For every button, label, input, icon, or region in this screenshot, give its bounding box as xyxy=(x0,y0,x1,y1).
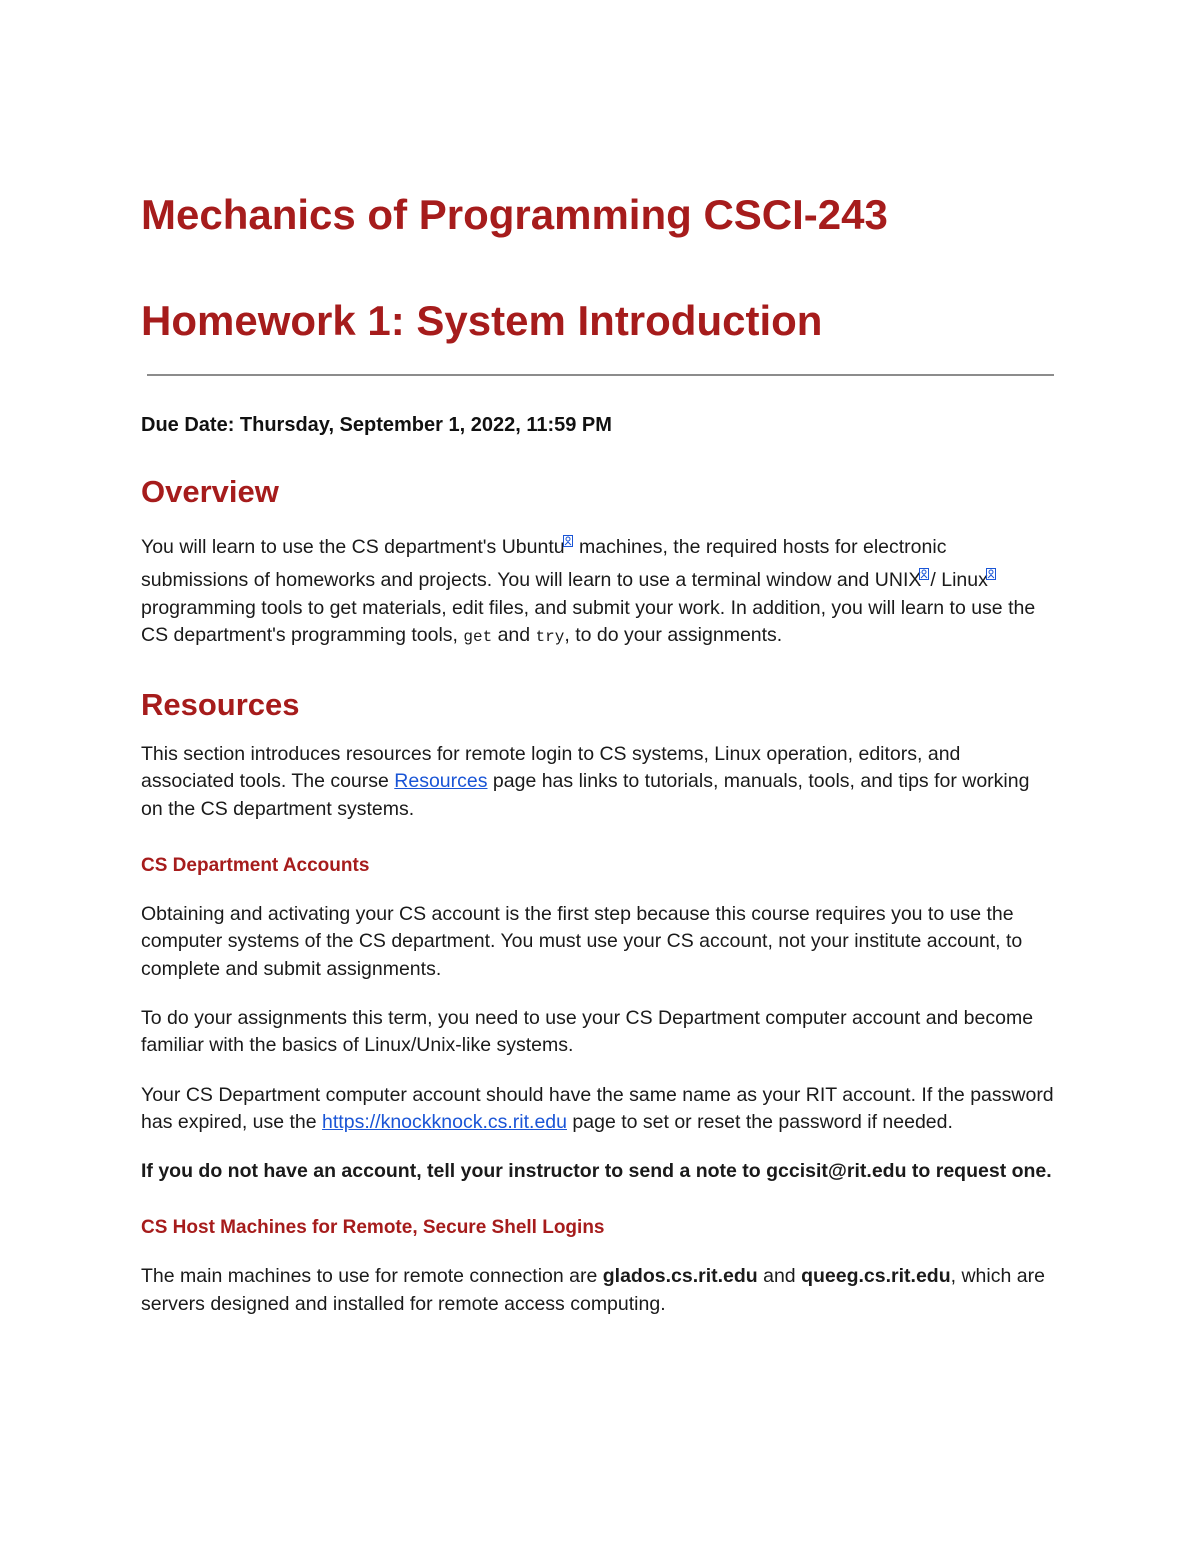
overview-text-1: You will learn to use the CS department's Ubuntu xyxy=(141,536,565,558)
resources-paragraph xyxy=(141,741,1055,823)
account-request-note: If you do not have an account, tell your instructor to send a note to gccisit@rit.edu to request one. xyxy=(141,1160,1052,1183)
knockknock-link[interactable]: https://knockknock.cs.rit.edu xyxy=(322,1110,567,1133)
overview-text-6: , to do your assignments. xyxy=(564,623,783,646)
host-queeg: queeg.cs.rit.edu xyxy=(801,1265,951,1288)
overview-paragraph xyxy=(141,528,1055,651)
overview-text-4: programming tools to get materials, edit files, and submit your work. In addition, you will learn to use the CS department's programming tools, xyxy=(141,596,1036,646)
homework-title: Homework 1: System Introduction xyxy=(141,297,823,344)
accounts-paragraph-2: To do your assignments this term, you need to use your CS Department computer account and become familiar with the basics of Linux/Unix-like systems. xyxy=(141,1006,1034,1057)
resources-link[interactable]: Resources xyxy=(394,770,488,793)
hosts-paragraph xyxy=(141,1263,1055,1318)
accounts-text-2: page to set or reset the password if needed. xyxy=(567,1110,953,1133)
accounts-text-1: Your CS Department computer account should have the same name as your RIT account. If the password has expired, use the xyxy=(141,1083,1054,1133)
overview-heading: Overview xyxy=(141,474,279,509)
due-date: Due Date: Thursday, September 1, 2022, 11:59 PM xyxy=(141,414,612,436)
hosts-text-1: The main machines to use for remote connection are xyxy=(141,1265,603,1288)
accounts-paragraph-1: Obtaining and activating your CS account is the first step because this course requires you to use the computer systems of the CS department. You must use your CS account, not your institute account, to complete and submit assignments. xyxy=(141,903,1023,980)
try-command: try xyxy=(535,627,565,646)
horizontal-rule xyxy=(147,374,1054,376)
hosts-text-3: , which are servers designed and installed for remote access computing. xyxy=(141,1265,1045,1315)
get-command: get xyxy=(463,627,493,646)
course-title: Mechanics of Programming CSCI-243 xyxy=(141,191,888,238)
overview-text-3: / Linux xyxy=(930,569,988,592)
hosts-heading: CS Host Machines for Remote, Secure Shell Logins xyxy=(141,1217,605,1239)
accounts-heading: CS Department Accounts xyxy=(141,855,370,877)
hosts-text-2: and xyxy=(757,1265,802,1288)
host-glados: glados.cs.rit.edu xyxy=(602,1265,758,1288)
external-link-icon[interactable] xyxy=(563,528,573,540)
accounts-paragraph-4 xyxy=(141,1158,1055,1185)
resources-text-1: This section introduces resources for remote login to CS systems, Linux operation, editors, and associated tools. The course xyxy=(141,743,961,793)
external-link-icon[interactable] xyxy=(919,561,929,573)
accounts-paragraph-3 xyxy=(141,1082,1055,1137)
overview-text-5: and xyxy=(492,623,536,646)
resources-text-2: page has links to tutorials, manuals, tools, and tips for working on the CS department systems. xyxy=(141,770,1030,820)
overview-text-2: machines, the required hosts for electronic submissions of homeworks and projects. You will learn to use a terminal window and UNIX xyxy=(141,536,947,592)
resources-heading: Resources xyxy=(141,687,300,723)
external-link-icon[interactable] xyxy=(986,561,996,573)
